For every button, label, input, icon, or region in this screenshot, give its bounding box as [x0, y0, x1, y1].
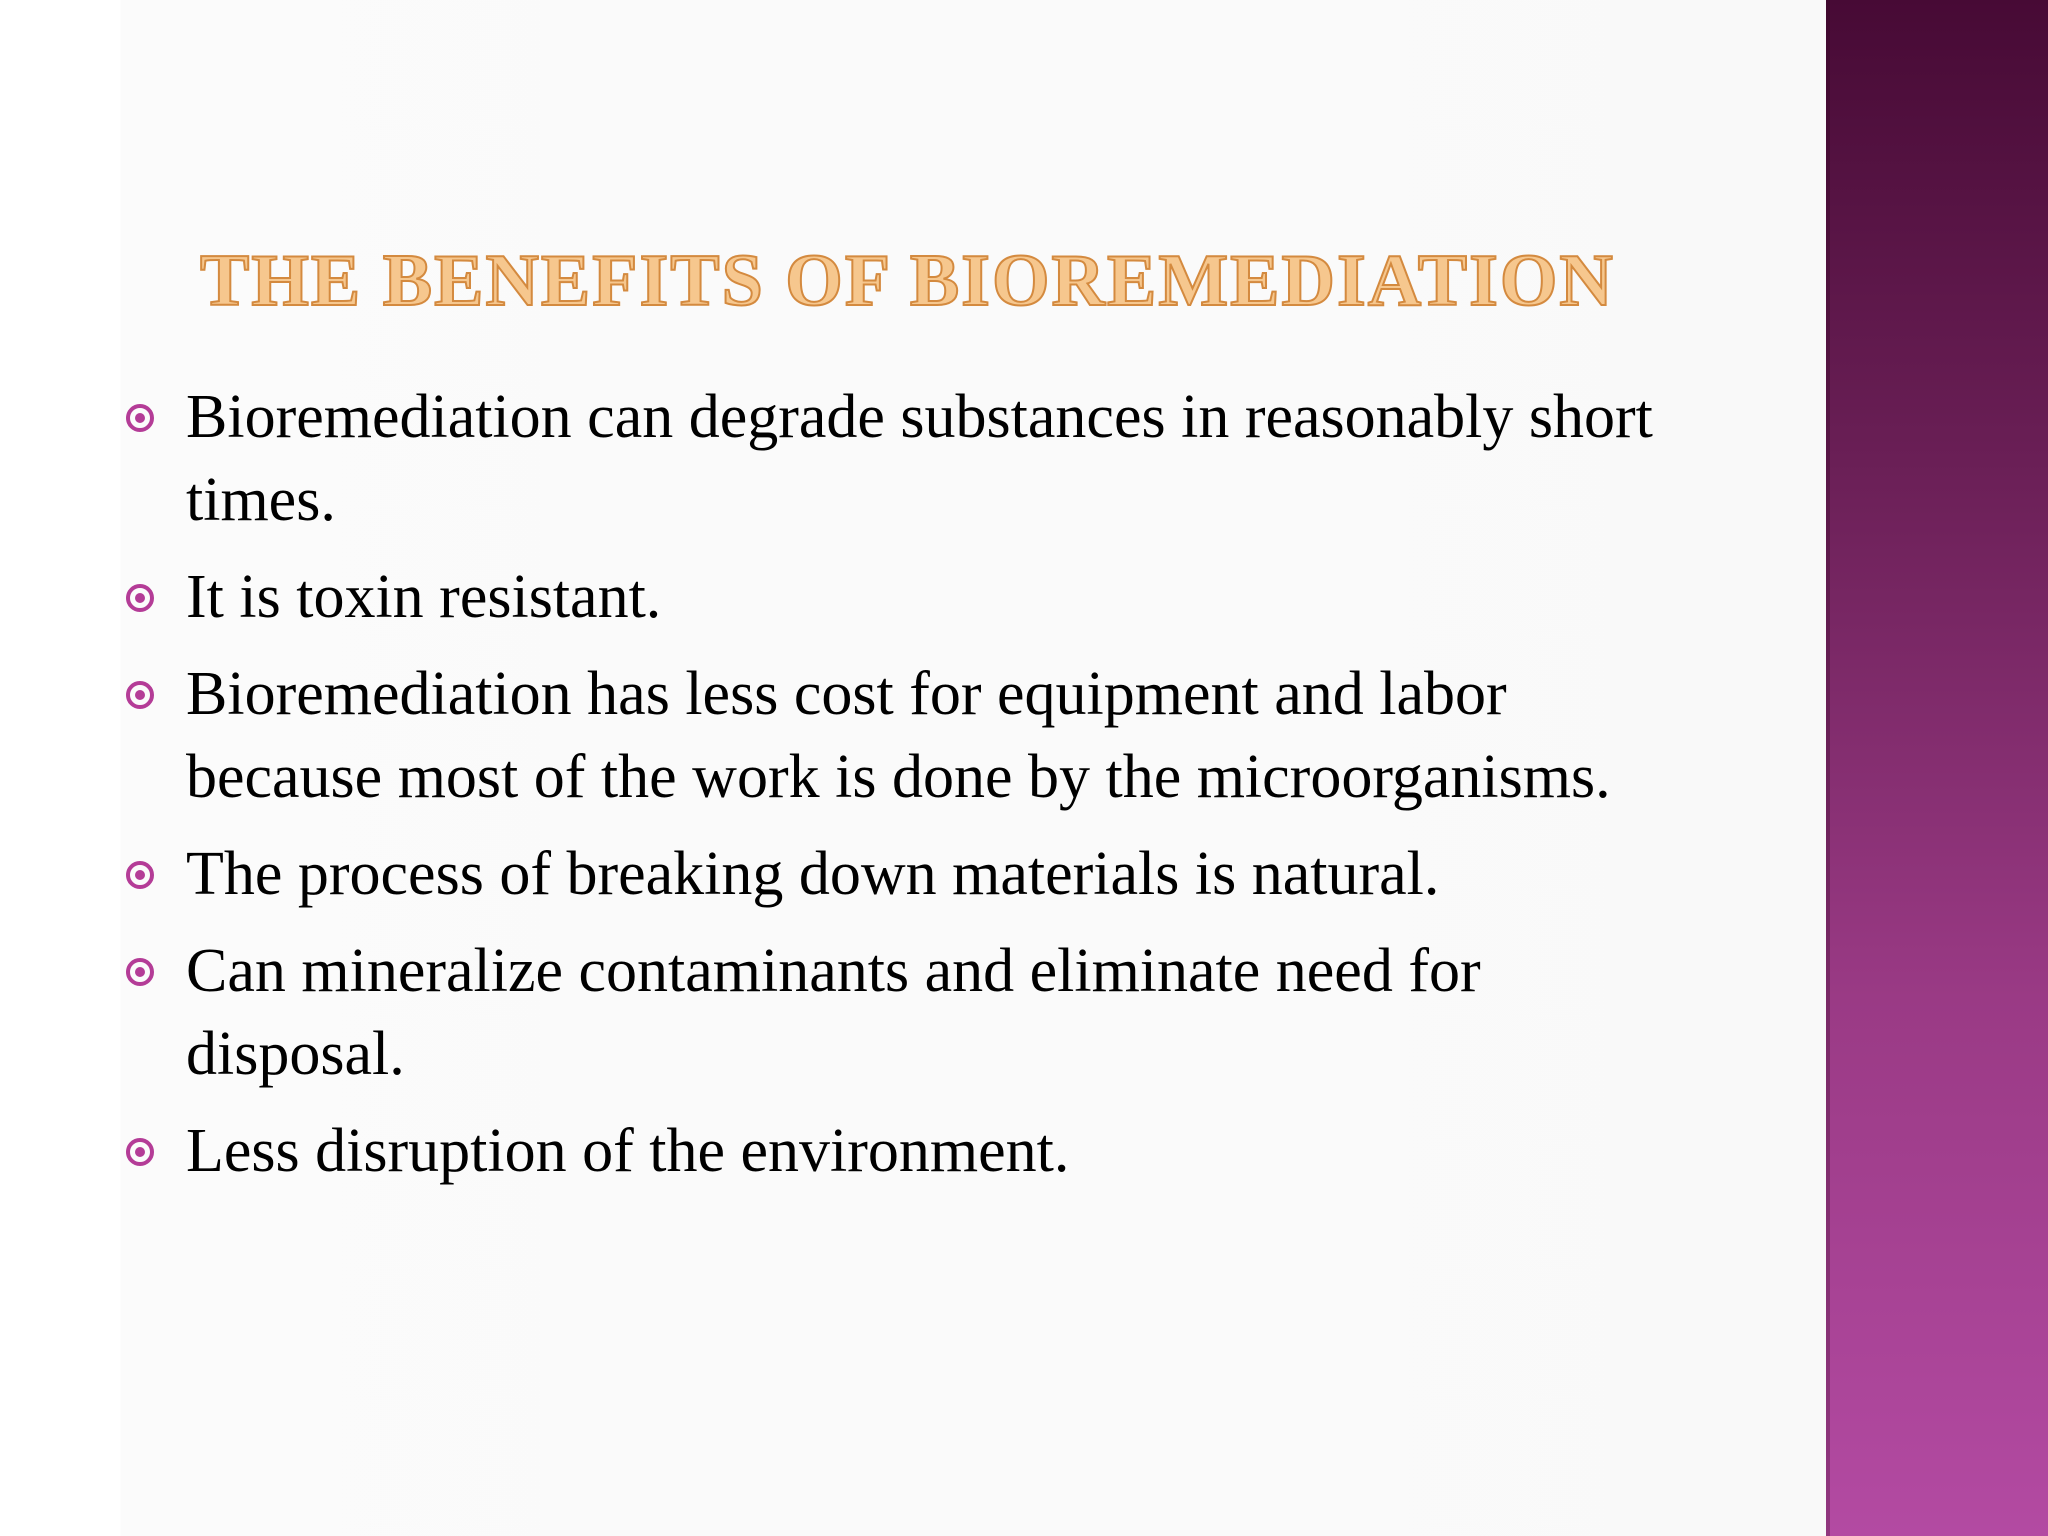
- bullet-text: Bioremediation has less cost for equipment and labor because most of the work is done by the microorganisms.: [186, 660, 1611, 811]
- side-bar-edge: [1826, 0, 1830, 1536]
- bullet-text: Can mineralize contaminants and eliminate need for disposal.: [186, 937, 1481, 1088]
- bullet-text: The process of breaking down materials is natural.: [186, 840, 1440, 908]
- target-bullet-icon: [126, 681, 154, 709]
- list-item: [126, 556, 1686, 639]
- bullet-text: Bioremediation can degrade substances in reasonably short times.: [186, 383, 1653, 534]
- target-bullet-icon: [126, 958, 154, 986]
- bullet-text: Less disruption of the environment.: [186, 1117, 1070, 1185]
- list-item: [126, 653, 1686, 819]
- decorative-side-bar: [1826, 0, 2048, 1536]
- target-bullet-icon: [126, 861, 154, 889]
- list-item: [126, 376, 1686, 542]
- target-bullet-icon: [126, 404, 154, 432]
- target-bullet-icon: [126, 1138, 154, 1166]
- bullet-text: It is toxin resistant.: [186, 563, 662, 631]
- list-item: [126, 1110, 1686, 1193]
- target-bullet-icon: [126, 584, 154, 612]
- bullet-list: [126, 376, 1686, 1207]
- list-item: [126, 930, 1686, 1096]
- list-item: [126, 833, 1686, 916]
- slide-title: THE BENEFITS OF BIOREMEDIATION: [200, 240, 1615, 322]
